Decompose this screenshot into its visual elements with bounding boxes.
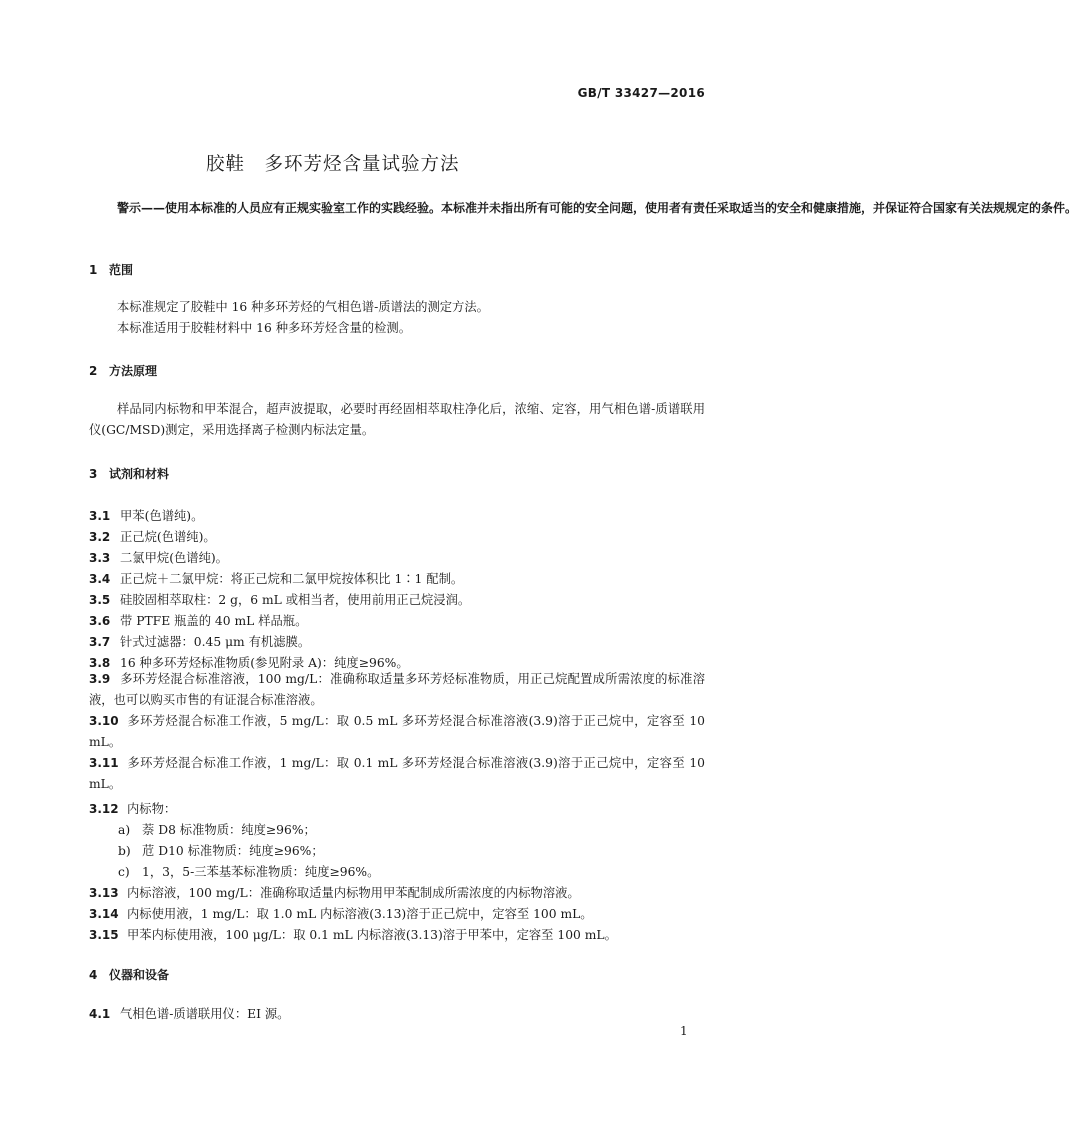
clause-text: 多环芳烃混合标准溶液，100 mg/L：准确称取适量多环芳烃标准物质，用正己烷配置成所需浓度的标准溶液，也可以购买市售的有证混合标准溶液。 bbox=[89, 672, 705, 707]
list-item bbox=[89, 611, 307, 629]
sub-text: 苊 D10 标准物质：纯度≥96%； bbox=[142, 844, 324, 858]
clause-text: 甲苯内标使用液，100 μg/L：取 0.1 mL 内标溶液(3.13)溶于甲苯中，定容至 100 mL。 bbox=[127, 928, 617, 942]
warning-paragraph: 警示——使用本标准的人员应有正规实验室工作的实践经验。本标准并未指出所有可能的安全问题，使用者有责任采取适当的安全和健康措施，并保证符合国家有关法规规定的条件。 bbox=[117, 201, 1077, 215]
section-2-heading bbox=[89, 362, 157, 379]
section-title: 方法原理 bbox=[109, 364, 158, 378]
clause-number: 3.5 bbox=[89, 593, 111, 607]
sub-label: a) bbox=[118, 823, 131, 837]
clause-text: 内标使用液，1 mg/L：取 1.0 mL 内标溶液(3.13)溶于正己烷中，定容至 100 mL。 bbox=[127, 907, 593, 921]
sub-text: 萘 D8 标准物质：纯度≥96%； bbox=[142, 823, 316, 837]
page-number: 1 bbox=[680, 1024, 688, 1038]
sub-text: 1，3，5-三苯基苯标准物质：纯度≥96%。 bbox=[142, 865, 380, 879]
list-item bbox=[89, 925, 617, 943]
section-1-heading bbox=[89, 261, 133, 278]
clause-number: 3.6 bbox=[89, 614, 111, 628]
list-item bbox=[89, 904, 593, 922]
list-item bbox=[89, 1004, 289, 1022]
clause-text: 16 种多环芳烃标准物质(参见附录 A)：纯度≥96%。 bbox=[120, 656, 409, 670]
clause-number: 3.1 bbox=[89, 509, 111, 523]
clause-number: 3.4 bbox=[89, 572, 111, 586]
clause-text: 气相色谱-质谱联用仪：EI 源。 bbox=[120, 1007, 290, 1021]
clause-text: 正己烷＋二氯甲烷：将正己烷和二氯甲烷按体积比 1∶1 配制。 bbox=[120, 572, 464, 586]
list-item bbox=[89, 753, 705, 795]
clause-number: 3.12 bbox=[89, 802, 119, 816]
section-number: 2 bbox=[89, 364, 98, 378]
clause-number: 3.14 bbox=[89, 907, 119, 921]
sub-label: b) bbox=[118, 844, 131, 858]
clause-text: 多环芳烃混合标准工作液，5 mg/L：取 0.5 mL 多环芳烃混合标准溶液(3.9)溶于正己烷中，定容至 10 mL。 bbox=[89, 714, 705, 749]
list-item bbox=[89, 569, 463, 587]
section-title: 范围 bbox=[109, 263, 134, 277]
clause-number: 3.15 bbox=[89, 928, 119, 942]
list-item bbox=[89, 527, 216, 545]
paragraph: 本标准规定了胶鞋中 16 种多环芳烃的气相色谱-质谱法的测定方法。 bbox=[117, 300, 489, 314]
sub-item bbox=[118, 841, 324, 859]
sub-item bbox=[118, 862, 379, 880]
clause-number: 3.7 bbox=[89, 635, 111, 649]
clause-text: 内标溶液，100 mg/L：准确称取适量内标物用甲苯配制成所需浓度的内标物溶液。 bbox=[127, 886, 580, 900]
section-number: 3 bbox=[89, 467, 98, 481]
clause-number: 3.11 bbox=[89, 756, 119, 770]
sub-item bbox=[118, 820, 316, 838]
section-number: 1 bbox=[89, 263, 98, 277]
list-item bbox=[89, 883, 580, 901]
list-item bbox=[89, 632, 310, 650]
list-item bbox=[89, 711, 705, 753]
clause-number: 3.8 bbox=[89, 656, 111, 670]
section-title: 仪器和设备 bbox=[109, 968, 170, 982]
section-number: 4 bbox=[89, 968, 98, 982]
clause-text: 内标物： bbox=[127, 802, 177, 816]
sub-label: c) bbox=[118, 865, 130, 879]
paragraph: 本标准适用于胶鞋材料中 16 种多环芳烃含量的检测。 bbox=[117, 321, 411, 335]
clause-number: 3.3 bbox=[89, 551, 111, 565]
paragraph: 样品同内标物和甲苯混合，超声波提取，必要时再经固相萃取柱净化后，浓缩、定容，用气相色谱-质谱联用仪(GC/MSD)测定，采用选择离子检测内标法定量。 bbox=[89, 402, 705, 437]
list-item bbox=[89, 669, 705, 711]
document-title: 胶鞋 多环芳烃含量试验方法 bbox=[206, 154, 460, 175]
clause-text: 硅胶固相萃取柱：2 g，6 mL 或相当者，使用前用正己烷浸润。 bbox=[120, 593, 471, 607]
clause-number: 3.9 bbox=[89, 672, 111, 686]
clause-text: 正己烷(色谱纯)。 bbox=[120, 530, 216, 544]
section-title: 试剂和材料 bbox=[109, 467, 170, 481]
clause-text: 二氯甲烷(色谱纯)。 bbox=[120, 551, 228, 565]
clause-number: 3.10 bbox=[89, 714, 119, 728]
clause-number: 4.1 bbox=[89, 1007, 111, 1021]
list-item bbox=[89, 506, 203, 524]
list-item bbox=[89, 590, 470, 608]
clause-number: 3.13 bbox=[89, 886, 119, 900]
clause-text: 针式过滤器：0.45 μm 有机滤膜。 bbox=[120, 635, 311, 649]
clause-text: 多环芳烃混合标准工作液，1 mg/L：取 0.1 mL 多环芳烃混合标准溶液(3.9)溶于正己烷中，定容至 10 mL。 bbox=[89, 756, 705, 791]
clause-text: 带 PTFE 瓶盖的 40 mL 样品瓶。 bbox=[120, 614, 308, 628]
list-item bbox=[89, 548, 228, 566]
section-4-heading bbox=[89, 966, 169, 983]
section-3-heading bbox=[89, 465, 169, 482]
clause-number: 3.2 bbox=[89, 530, 111, 544]
list-item bbox=[89, 799, 176, 817]
clause-text: 甲苯(色谱纯)。 bbox=[120, 509, 204, 523]
standard-number: GB/T 33427—2016 bbox=[577, 86, 705, 100]
